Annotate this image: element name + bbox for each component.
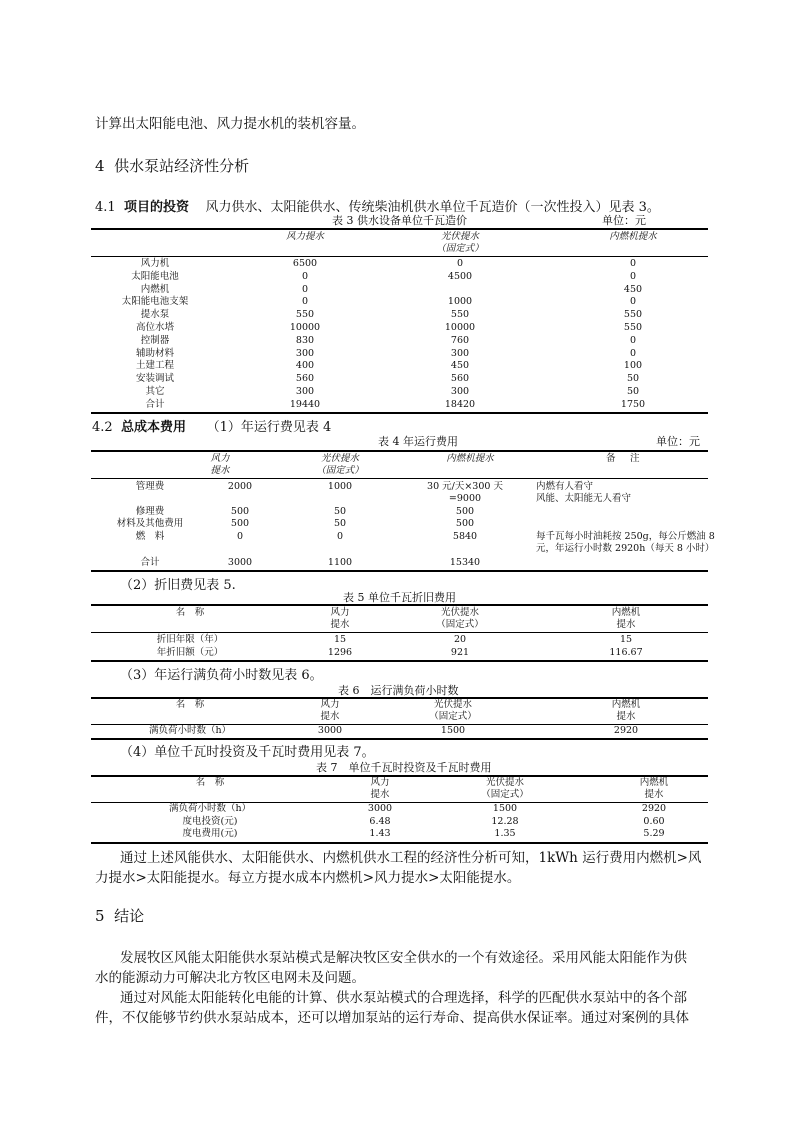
table-5-cell: 116.67 [609, 646, 643, 658]
table-7-header-pv: 光伏提水 [485, 777, 524, 788]
section-4-heading [95, 155, 249, 176]
table-3-cell: 1000 [447, 296, 473, 308]
table-5-top-rule [91, 604, 708, 606]
table-7-cell: 3000 [367, 803, 393, 814]
table-5-header-pv: 光伏提水 [440, 607, 479, 618]
table-7-cell: 1.43 [369, 828, 391, 839]
table-4-unit: 单位：元 [656, 435, 700, 448]
table-4-cell: 3000 [227, 557, 253, 568]
table-7-bottom-rule [91, 842, 708, 844]
table-6-cell: 3000 [317, 725, 343, 736]
paragraph-kwh-investment: （4）单位千瓦时投资及千瓦时费用见表 7。 [120, 745, 375, 760]
table-3-cell: 太阳能电池 [131, 270, 179, 282]
subsection-4-2-text: （1）年运行费见表 4 [206, 420, 332, 435]
table-3-cell: 太阳能电池支架 [121, 296, 189, 308]
section-5-number: 5 [95, 907, 105, 925]
table-3-cell: 10000 [444, 322, 476, 333]
table-4-cell: 15340 [449, 557, 481, 568]
table-4-top-rule [91, 450, 708, 452]
conclusion-paragraph-2-line-1: 通过对风能太阳能转化电能的计算、供水泵站模式的合理选择，科学的匹配供水泵站中的各个部 [120, 990, 687, 1006]
table-3-top-rule [91, 228, 708, 230]
table-3-cell: 安装调试 [135, 373, 174, 385]
table-5-cell: 15 [333, 634, 347, 645]
intro-text: 计算出太阳能电池、风力提水机的装机容量。 [95, 116, 365, 132]
table-3-cell: 提水泵 [140, 309, 170, 321]
table-3-cell: 550 [450, 309, 470, 321]
table-4-cell: 500 [455, 518, 475, 529]
table-6-header-pv-sub: （固定式） [429, 711, 477, 722]
table-4-cell: 500 [230, 518, 250, 529]
table-6-caption: 表 6 运行满负荷小时数 [338, 684, 459, 697]
table-4-caption: 表 4 年运行费用 [378, 435, 458, 448]
table-5-cell: 20 [453, 634, 467, 645]
table-3-cell: 0 [301, 283, 309, 295]
table-3-cell: 合计 [145, 398, 165, 410]
table-4-cell: 50 [333, 506, 347, 517]
table-4-cell: =9000 [448, 493, 482, 504]
table-4-header-note-2: 注 [630, 453, 640, 464]
table-3-cell: 内燃机 [140, 283, 170, 295]
table-4-cell: 0 [236, 531, 244, 542]
section-5-title: 结论 [114, 907, 145, 925]
paragraph-full-load-hours: （3）年运行满负荷小时数见表 6。 [120, 668, 323, 683]
table-7-header-ice: 内燃机 [639, 777, 669, 788]
table-3-header-rule [91, 256, 708, 257]
table-4-cell: 每千瓦每小时油耗按 250g，每公斤燃油 8 [536, 531, 715, 542]
table-4-header-note-1: 备 [606, 453, 616, 464]
table-7-cell: 5.29 [643, 828, 665, 839]
table-6-cell: 满负荷小时数（h） [148, 725, 232, 736]
table-4-cell: 500 [455, 506, 475, 517]
table-3-cell: 50 [626, 373, 640, 385]
table-7-cell: 0.60 [643, 815, 665, 827]
table-4-cell: 500 [230, 506, 250, 517]
table-6-header-wind-sub: 提水 [320, 711, 340, 722]
table-4-cell: 0 [336, 531, 344, 542]
table-6-cell: 2920 [613, 725, 639, 736]
table-5-cell: 年折旧额（元） [156, 646, 224, 658]
table-5-cell: 921 [450, 646, 470, 658]
section-5-heading [95, 905, 144, 926]
table-3-cell: 辅助材料 [135, 347, 174, 359]
table-3-cell: 0 [456, 258, 464, 269]
table-3-cell: 其它 [145, 386, 165, 397]
table-3-cell: 560 [450, 373, 470, 385]
subsection-4-1-title: 项目的投资 [123, 200, 189, 215]
table-7-header-name: 名 称 [195, 777, 225, 788]
table-3-cell: 760 [450, 334, 470, 346]
table-7-cell: 6.48 [369, 815, 391, 827]
table-5-cell: 1296 [327, 646, 353, 658]
analysis-paragraph-line-2: 力提水>太阳能提水。每立方提水成本内燃机>风力提水>太阳能提水。 [95, 870, 521, 886]
table-4-bottom-rule [91, 570, 708, 572]
table-3-cell: 0 [629, 334, 637, 346]
table-3-cell: 10000 [289, 322, 321, 333]
table-3-cell: 830 [295, 334, 315, 346]
table-3-cell: 560 [295, 373, 315, 385]
table-3-cell: 18420 [444, 398, 476, 410]
table-4-cell: 合计 [140, 557, 160, 568]
table-3-cell: 1750 [620, 398, 646, 410]
table-6-header-pv: 光伏提水 [433, 699, 472, 710]
subsection-4-2 [92, 416, 331, 435]
table-3-cell: 风力机 [140, 258, 170, 269]
table-6-header-ice-sub: 提水 [616, 711, 636, 722]
table-4-header-pv: 光伏提水 [320, 453, 359, 464]
table-3-cell: 高位水塔 [135, 322, 174, 333]
table-3-caption: 表 3 供水设备单位千瓦造价 [332, 214, 467, 227]
table-4-header-pv-sub: （固定式） [316, 465, 364, 476]
table-6-bottom-rule [91, 738, 708, 740]
table-3-header-pv: 光伏提水 [440, 231, 479, 242]
table-3-cell: 400 [295, 360, 315, 372]
table-5-bottom-rule [91, 660, 708, 662]
table-5-header-ice-sub: 提水 [616, 619, 636, 630]
subsection-4-1-text: 风力供水、太阳能供水、传统柴油机供水单位千瓦造价（一次性投入）见表 3。 [205, 200, 660, 215]
table-4-cell: 50 [333, 518, 347, 529]
table-3-cell: 550 [623, 309, 643, 321]
table-3-cell: 0 [301, 296, 309, 308]
table-7-header-wind-sub: 提水 [370, 789, 390, 800]
table-3-cell: 土建工程 [135, 360, 174, 372]
analysis-paragraph-line-1: 通过上述风能供水、太阳能供水、内燃机供水工程的经济性分析可知，1kWh 运行费用内燃机>风 [120, 850, 702, 866]
table-4-cell: 修理费 [135, 506, 165, 517]
table-4-header-rule [91, 478, 708, 479]
table-4-cell: 2000 [227, 481, 253, 492]
table-3-cell: 0 [629, 258, 637, 269]
table-5-cell: 折旧年限（年） [156, 634, 224, 645]
table-5-cell: 15 [619, 634, 633, 645]
section-4-title: 供水泵站经济性分析 [114, 157, 250, 175]
table-5-header-pv-sub: （固定式） [436, 619, 484, 630]
paragraph-depreciation: （2）折旧费见表 5. [120, 578, 236, 593]
table-5-header-wind-sub: 提水 [330, 619, 350, 630]
table-6-header-ice: 内燃机 [611, 699, 641, 710]
table-6-header-wind: 风力 [320, 699, 340, 710]
table-5-header-name: 名 称 [175, 607, 205, 618]
table-4-cell: 管理费 [135, 481, 165, 492]
table-4-cell: 材料及其他费用 [116, 518, 184, 529]
table-3-cell: 300 [295, 347, 315, 359]
table-5-caption: 表 5 单位千瓦折旧费用 [343, 591, 456, 604]
table-4-cell: 1100 [327, 557, 353, 568]
table-3-cell: 0 [629, 296, 637, 308]
conclusion-paragraph-1-line-1: 发展牧区风能太阳能供水泵站模式是解决牧区安全供水的一个有效途径。采用风能太阳能作为供 [120, 950, 687, 966]
table-7-cell: 1500 [492, 803, 518, 814]
table-3-cell: 6500 [292, 258, 318, 269]
table-4-cell: 元，年运行小时数 2920h（每天 8 小时） [536, 543, 715, 554]
table-4-cell: 风能、太阳能无人看守 [536, 493, 632, 504]
table-3-cell: 4500 [447, 270, 473, 282]
table-3-cell: 300 [450, 347, 470, 359]
table-3-cell: 300 [450, 386, 470, 397]
table-7-cell: 2920 [641, 803, 667, 814]
table-4-header-ice: 内燃机提水 [446, 453, 494, 464]
subsection-4-2-title: 总成本费用 [120, 420, 186, 435]
section-4-number: 4 [95, 157, 105, 175]
table-3-bottom-rule [91, 412, 708, 414]
table-4-cell: 燃 料 [135, 531, 165, 542]
subsection-4-1-number: 4.1 [95, 200, 116, 215]
table-6-header-name: 名 称 [175, 699, 205, 710]
table-3-cell: 0 [629, 270, 637, 282]
table-7-caption: 表 7 单位千瓦时投资及千瓦时费用 [316, 761, 492, 774]
table-7-cell: 1.35 [494, 828, 516, 839]
table-5-header-wind: 风力 [330, 607, 350, 618]
table-3-header-ice: 内燃机提水 [609, 231, 657, 242]
table-3-unit: 单位：元 [602, 214, 646, 227]
table-3-header-wind: 风力提水 [285, 231, 324, 242]
table-4-header-wind-sub: 提水 [210, 465, 230, 476]
table-3-cell: 100 [623, 360, 643, 372]
table-7-cell: 度电费用(元) [182, 828, 238, 839]
table-3-cell: 450 [450, 360, 470, 372]
table-7-header-ice-sub: 提水 [644, 789, 664, 800]
table-3-cell: 300 [295, 386, 315, 397]
table-3-header-pv-sub: （固定式） [436, 243, 484, 254]
table-7-header-pv-sub: （固定式） [481, 789, 529, 800]
table-3-cell: 控制器 [140, 334, 170, 346]
table-4-cell: 1000 [327, 481, 353, 492]
conclusion-paragraph-2-line-2: 件，不仅能够节约供水泵站成本，还可以增加泵站的运行寿命、提高供水保证率。通过对案例的具体 [95, 1010, 689, 1026]
table-4-cell: 30 元/天×300 天 [427, 481, 503, 492]
table-3-cell: 19440 [289, 398, 321, 410]
table-3-cell: 550 [623, 322, 643, 333]
table-4-cell: 5840 [452, 531, 478, 542]
table-3-cell: 0 [629, 347, 637, 359]
table-3-cell: 50 [626, 386, 640, 397]
table-3-cell: 550 [295, 309, 315, 321]
table-3-cell: 450 [623, 283, 643, 295]
table-5-header-rule [91, 632, 708, 633]
table-7-cell: 12.28 [491, 815, 519, 827]
table-4-cell: 内燃有人看守 [536, 481, 594, 492]
table-7-cell: 满负荷小时数（h） [168, 803, 252, 814]
table-6-cell: 1500 [440, 725, 466, 736]
table-7-cell: 度电投资(元) [182, 815, 238, 827]
subsection-4-2-number: 4.2 [92, 420, 113, 435]
table-5-header-ice: 内燃机 [611, 607, 641, 618]
table-7-header-wind: 风力 [370, 777, 390, 788]
table-4-header-wind: 风力 [210, 453, 230, 464]
table-3-cell: 0 [301, 270, 309, 282]
conclusion-paragraph-1-line-2: 水的能源动力可解决北方牧区电网未及问题。 [95, 970, 365, 986]
